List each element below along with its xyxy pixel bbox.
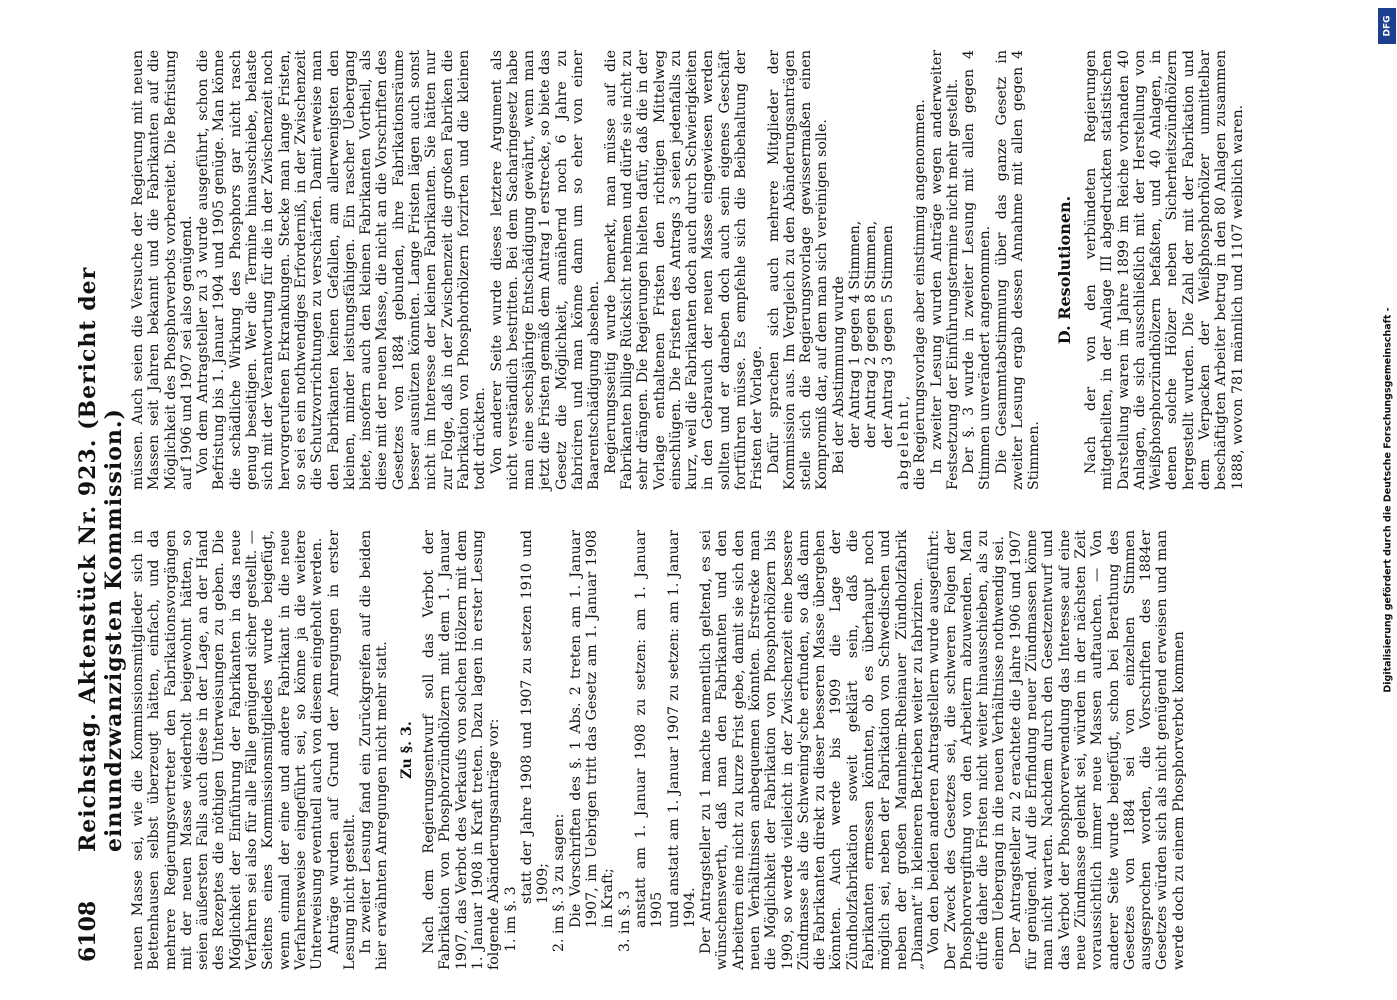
paragraph: Der §. 3 wurde in zweiter Lesung mit allen gegen 4 Stimmen unverändert angenommen. <box>961 50 994 490</box>
paragraph: Bei der Abstimmung wurde <box>830 276 847 474</box>
amendment-item: 2. im §. 3 zu sagen: <box>551 813 568 952</box>
paragraph: Regierungsseitig wurde bemerkt, man müsse auf die Fabrikanten billige Rücksicht nehmen und dürfe sie nicht zu sehr drängen. Die Regierungen hielten dafür, daß die in der Vorlage enthaltenen Fristen den richtigen Mittelweg einschlügen. Die Fristen des Antrags 3 seien jedenfalls zu kurz, weil die Fabrikanten doch auch durch Schwierigkeiten in den Gebrauch der neuen Masse eingewiesen werden sollten und er daneben doch auch sein eigenes Geschäft fortführen müsse. Es empfehle sich die Beibehaltung der Fristen der Vorlage. <box>602 50 766 490</box>
paragraph: In zweiter Lesung wurden Anträge wegen anderweiter Festsetzung der Einführungstermine nicht mehr gestellt. <box>928 50 961 490</box>
amendment-item: 3. in §. 3 <box>616 890 633 952</box>
paragraph: Der Antragsteller zu 1 machte namentlich geltend, es sei wünschenswerth, daß man den Fabrikanten und den Arbeitern eine nicht zu kurze Frist gebe, damit sie sich den neuen Verhältnissen anbequemen könnten. Erstrecke man die Möglichkeit der Fabrikation von Phosphorhölzern bis 1909, so werde vielleicht in der Zwischenzeit eine bessere Zündmasse als die Schwening'sche erfunden, so daß dann die Fabrikanten direkt zu dieser besseren Masse übergehen könnten. Auch werde bis 1909 die Lage der Zündholzfabrikation soweit geklärt sein, daß die Fabrikanten ermessen könnten, ob es überhaupt noch möglich sei, neben der Fabrikation von Schwedischen und neben der großen Mannheim-Rheinauer Zündholzfabrik „Diamant“ in kleineren Betrieben weiter zu fabriziren. <box>698 530 926 970</box>
section-heading: Zu §. 3. <box>398 721 415 779</box>
paragraph: In zweiter Lesung fand ein Zurückgreifen auf die beiden hier erwähnten Anregungen nicht mehr statt. <box>358 530 391 970</box>
paragraph: Von dem Antragsteller zu 3 wurde ausgeführt, schon die Befristung bis 1. Januar 1904 und 1905 genüge. Man könne die schädliche Wirkung des Phosphors gar nicht rasch genug beseitigen. Wer die Termine hinausschiebe, belaste sich mit der Verantwortung für die in der Zwischenzeit noch hervorgerufenen Erkrankungen. Stecke man lange Fristen, so sei es ein nothwendiges Erforderniß, in der Zwischenzeit die Schutzvorrichtungen zu verschärfen. Damit erweise man den Fabrikanten keinen Gefallen, am allerwenigsten den kleinen, minder leistungsfähigen. Ein rascher Uebergang biete, insofern auch den kleinen Fabrikanten Vortheil, als diese mit der neuen Masse, die nicht an die Vorschriften des Gesetzes von 1884 gebunden, ihre Fabrikationsräume besser ausnützen könnten. Lange Fristen lägen auch sonst nicht im Interesse der kleinen Fabrikanten. Sie hätten nur zur Folge, daß in der Zwischenzeit die großen Fabriken die Fabrikation von Phosphorhölzern forzirten und die kleinen todt drückten. <box>195 50 489 490</box>
paragraph: Anträge wurden auf Grund der Anregungen in erster Lesung nicht gestellt. <box>325 530 358 970</box>
dfg-logo-text: DFG <box>1382 15 1393 37</box>
amendment-text: anstatt am 1. Januar 1908 zu setzen: am 1. Januar 1905 <box>632 530 666 928</box>
paragraph: Dafür sprachen sich auch mehrere Mitglieder der Kommission aus. Im Vergleich zu den Abänderungsanträgen stelle sich die Regierungsvorlage gewissermaßen einen Kompromiß dar, auf dem man sich vereinigen solle. <box>765 50 831 490</box>
amendment-text: Die Vorschriften des §. 1 Abs. 2 treten am 1. Januar 1907, im Uebrigen tritt das Gesetz am 1. Januar 1908 in Kraft; <box>567 530 617 928</box>
vote-line: der Antrag 1 gegen 4 Stimmen, <box>847 220 864 448</box>
paragraph: Von anderer Seite wurde dieses letztere Argument als nicht verständlich bestritten. Bei dem Sacharingesetz habe man eine sechsjährige Entschädigung gewährt, wenn man jetzt die Fristen gemäß dem Antrag 1 erstrecke, so biete das Gesetz die Möglichkeit, annähernd noch 6 Jahre zu fabriciren und man könne dann um so eher von einer Baarentschädigung absehen. <box>488 50 603 490</box>
running-head: Reichstag. Aktenstück Nr. 923. (Bericht der einundzwanzigsten Kommission.) <box>75 266 127 852</box>
paragraph: Der Antragsteller zu 2 erachtete die Jahre 1906 und 1907 für genügend. Auf die Erfindung neuer Zündmassen könne man nicht warten. Nachdem durch den Gesetzentwurf und das Verbot der Phosphorverwendung das Interesse auf eine neue Zündmasse gelenkt sei, würden in der nächsten Zeit voraussichtlich immer neue Massen auftauchen. — Von anderer Seite wurde beigefügt, schon bei Berathung des Gesetzes von 1884 sei von einzelnen Stimmen ausgesprochen worden, die Vorschriften des 1884er Gesetzes würden sich als nicht genügend erweisen und man werde doch zu einem Phosphorverbot kommen <box>1007 530 1187 970</box>
paragraph: neuen Masse sei, wie die Kommissionsmitglieder sich in Bettenhausen selbst überzeugt hätten, einfach, und da mehrere Regierungsvertreter den Fabrikationsvorgängen mit der neuen Masse wiederholt beigewohnt hätten, so seien äußersten Falls auch diese in der Lage, an der Hand des Rezeptes die nöthigen Unterweisungen zu geben. Die Möglichkeit der Einführung der Fabrikanten in das neue Verfahren sei also für alle Fälle genügend sicher gestellt. — Seitens eines Kommissionsmitgliedes wurde beigefügt, wenn einmal der eine und andere Fabrikant in die neue Verfahrensweise eingeführt sei, so könne ja die weitere Unterweisung eventuell auch von diesem eingeholt werden. <box>130 530 326 970</box>
dfg-logo <box>1378 8 1396 44</box>
paragraph: die Regierungsvorlage aber einstimmig angenommen. <box>912 99 929 490</box>
page-number: 6108 <box>75 900 101 962</box>
paragraph: Von den beiden anderen Antragstellern wurde ausgeführt: Der Zweck des Gesetzes sei, die schweren Folgen der Phosphorvergiftung von den Arbeitern abzuwenden. Man dürfe daher die Fristen nicht weiter hinausschieben, als zu einem Uebergang in die neuen Verhältnisse nothwendig sei. <box>926 530 1008 970</box>
amendment-text: und anstatt am 1. Januar 1907 zu setzen: am 1. Januar 1904. <box>665 530 698 928</box>
amendment-item: 1. im §. 3 <box>502 886 519 952</box>
digitization-note: Digitalisierung gefördert durch die Deutsche Forschungsgemeinschaft - <box>1382 307 1394 693</box>
amendment-text: statt der Jahre 1908 und 1907 zu setzen 1910 und 1909; <box>518 530 552 904</box>
paragraph: müssen. Auch seien die Versuche der Regierung mit neuen Massen seit Jahren bekannt und die Fabrikanten auf die Möglichkeit des Phosphorverbots vorbereitet. Die Befristung auf 1906 und 1907 sei also genügend. <box>130 50 195 490</box>
paragraph: Nach dem Regierungsentwurf soll das Verbot der Fabrikation von Phosphorzündhölzern mit dem 1. Januar 1907, das Verbot des Verkaufs von solchen Hölzern mit dem 1. Januar 1908 in Kraft treten. Dazu lagen in erster Lesung folgende Abänderungsanträge vor: <box>421 530 503 970</box>
vote-line: der Antrag 3 gegen 5 Stimmen <box>879 225 896 448</box>
vote-line: der Antrag 2 gegen 8 Stimmen, <box>863 220 880 448</box>
column-right <box>130 50 1246 490</box>
paragraph: Nach der von den verbündeten Regierungen mitgetheilten, in der Anlage III abgedruckten statistischen Darstellung waren im Jahre 1899 im Reiche vorhanden 40 Anlagen, die sich ausschließlich mit der Herstellung von Weißphosphorzündhölzern befaßten, und 40 Anlagen, in denen solche Hölzer neben Sicherheitszündhölzern hergestellt wurden. Die Zahl der mit der Fabrikation und dem Verpacken der Weißphosphorhölzer unmittelbar beschäftigten Arbeiter betrug in den 80 Anlagen zusammen 1888, wovon 781 männlich und 1107 weiblich waren. <box>1082 50 1246 490</box>
column-left <box>130 530 1187 970</box>
section-heading: D. Resolutionen. <box>1054 195 1074 345</box>
paragraph: Die Gesammtabstimmung über das ganze Gesetz in zweiter Lesung ergab dessen Annahme mit allen gegen 4 Stimmen. <box>993 50 1043 490</box>
page-header <box>75 32 127 962</box>
paragraph: abgelehnt, <box>895 393 912 490</box>
